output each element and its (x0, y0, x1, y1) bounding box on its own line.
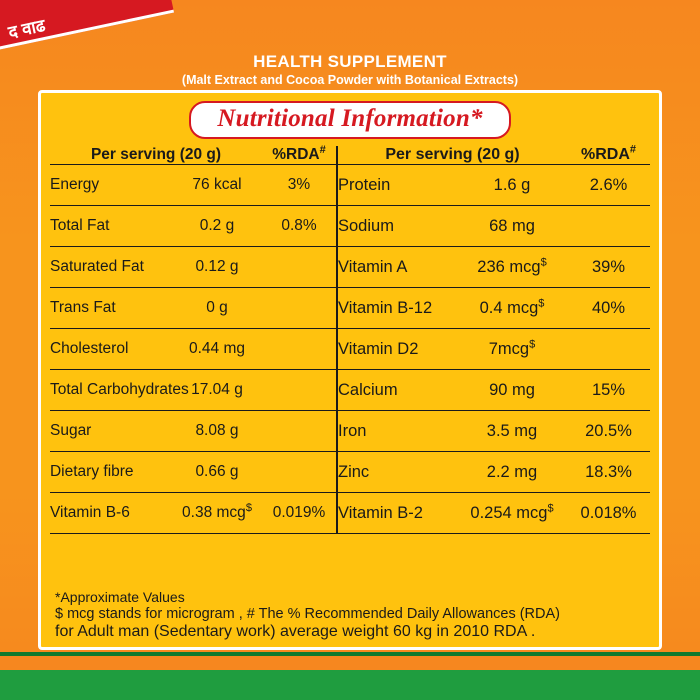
product-category-title: HEALTH SUPPLEMENT (253, 52, 447, 71)
header-left-serving: Per serving (20 g) (90, 146, 222, 163)
nutrient-rda (262, 370, 337, 411)
table-row (50, 370, 650, 411)
nutrient-value: 0.254 mcg$ (457, 493, 567, 534)
nutrient-value: 2.2 mg (457, 452, 567, 493)
footnote-approximate: *Approximate Values (55, 589, 185, 605)
table-row (50, 206, 650, 247)
table-row (50, 411, 650, 452)
nutrient-name: Saturated Fat (50, 247, 172, 288)
nutrient-rda (567, 329, 650, 370)
corner-banner-text: द वाढ (6, 15, 48, 43)
table-header-row (50, 146, 650, 165)
product-category-subtitle: (Malt Extract and Cocoa Powder with Botanical Extracts) (181, 73, 519, 87)
nutrient-rda (262, 288, 337, 329)
nutrient-value: 8.08 g (172, 411, 262, 452)
nutrient-name: Vitamin B-6 (50, 493, 172, 534)
header-right-serving: Per serving (20 g) (337, 146, 567, 165)
nutrient-value: 90 mg (457, 370, 567, 411)
corner-banner (0, 0, 174, 56)
nutrient-name: Calcium (337, 370, 457, 411)
nutrition-title-wrap (41, 101, 659, 139)
nutrient-rda: 40% (567, 288, 650, 329)
nutrient-rda: 0.018% (567, 493, 650, 534)
nutrient-rda: 0.8% (262, 206, 337, 247)
nutrient-rda (262, 247, 337, 288)
footnote-adult-man: for Adult man (Sedentary work) average weight 60 kg in 2010 RDA . (55, 623, 536, 640)
nutrient-rda: 3% (262, 165, 337, 206)
nutrient-value: 1.6 g (457, 165, 567, 206)
nutrient-value: 3.5 mg (457, 411, 567, 452)
footnote-mcg-rda: $ mcg stands for microgram , # The % Recommended Daily Allowances (RDA) (55, 606, 561, 622)
nutrient-name: Energy (50, 165, 172, 206)
nutrient-value: 7mcg$ (457, 329, 567, 370)
nutrient-value: 17.04 g (172, 370, 262, 411)
nutrient-rda: 20.5% (567, 411, 650, 452)
nutrient-rda (262, 452, 337, 493)
nutrient-name: Total Carbohydrates (50, 370, 172, 411)
table-row (50, 247, 650, 288)
bottom-green-strip (0, 652, 700, 700)
nutrient-name: Vitamin D2 (337, 329, 457, 370)
table-bottom-border (50, 534, 650, 535)
nutrient-rda: 15% (567, 370, 650, 411)
nutrient-value: 0.66 g (172, 452, 262, 493)
nutrient-rda: 2.6% (567, 165, 650, 206)
nutrient-name: Iron (337, 411, 457, 452)
nutrient-name: Vitamin B-2 (337, 493, 457, 534)
nutrient-name: Trans Fat (50, 288, 172, 329)
nutrition-title: Nutritional Information* (189, 101, 510, 139)
nutrient-name: Sodium (337, 206, 457, 247)
table-row (50, 329, 650, 370)
nutrient-name: Protein (337, 165, 457, 206)
nutrient-value: 0.2 g (172, 206, 262, 247)
table-row (50, 165, 650, 206)
nutrient-name: Vitamin A (337, 247, 457, 288)
nutrient-value: 0 g (172, 288, 262, 329)
nutrient-rda (262, 411, 337, 452)
table-row (50, 452, 650, 493)
nutrient-value: 68 mg (457, 206, 567, 247)
header-right-rda: %RDA# (580, 143, 636, 163)
nutrient-rda (567, 206, 650, 247)
bottom-strip-accent (0, 656, 700, 670)
header-left-rda: %RDA# (272, 143, 326, 163)
nutrient-value: 0.44 mg (172, 329, 262, 370)
nutrient-name: Total Fat (50, 206, 172, 247)
nutrient-value: 0.12 g (172, 247, 262, 288)
nutrient-name: Sugar (50, 411, 172, 452)
table-row (50, 493, 650, 534)
nutrient-rda: 18.3% (567, 452, 650, 493)
nutrient-value: 236 mcg$ (457, 247, 567, 288)
nutrient-rda: 0.019% (262, 493, 337, 534)
nutrient-rda (262, 329, 337, 370)
table-row (50, 288, 650, 329)
nutrition-panel (38, 90, 662, 650)
nutrient-value: 0.4 mcg$ (457, 288, 567, 329)
table-bottom-border-row (50, 534, 650, 535)
nutrient-value: 76 kcal (172, 165, 262, 206)
nutrient-value: 0.38 mcg$ (172, 493, 262, 534)
nutrient-rda: 39% (567, 247, 650, 288)
nutrition-table (49, 143, 650, 534)
nutrient-name: Cholesterol (50, 329, 172, 370)
nutrient-name: Zinc (337, 452, 457, 493)
footnotes (55, 589, 649, 641)
nutrient-name: Dietary fibre (50, 452, 172, 493)
nutrient-name: Vitamin B-12 (337, 288, 457, 329)
